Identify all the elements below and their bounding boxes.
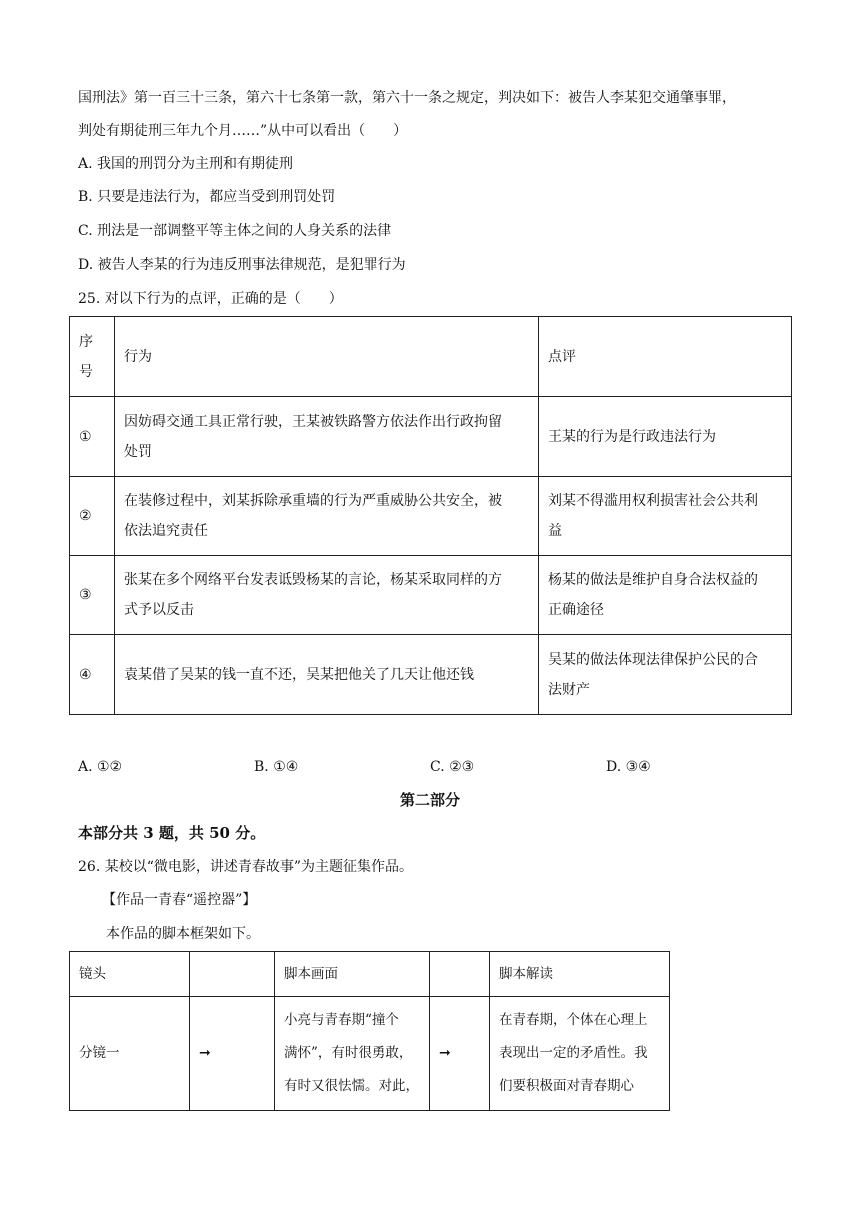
row-num: ③ — [70, 556, 115, 635]
q26-frame-intro: 本作品的脚本框架如下。 — [106, 926, 260, 942]
q24-option-a: A. 我国的刑罚分为主刑和有期徒刑 — [78, 156, 294, 172]
q25-choice-a: A. ①② — [78, 759, 123, 775]
part2-intro: 本部分共 3 题，共 50 分。 — [78, 824, 266, 842]
arrow-right-icon: ➞ — [190, 997, 275, 1111]
header-reading: 脚本解读 — [490, 952, 670, 997]
q24-stem-line2: 判处有期徒刑三年九个月……”从中可以看出（ ） — [78, 123, 408, 139]
table-row — [70, 397, 792, 477]
q25-choice-c: C. ②③ — [430, 759, 475, 775]
q24-stem-line1: 国刑法》第一百三十三条，第六十七条第一款，第六十一条之规定，判决如下：被告人李某犯交通肇事罪， — [78, 90, 736, 106]
q24-option-c: C. 刑法是一部调整平等主体之间的人身关系的法律 — [78, 223, 392, 239]
header-scene: 脚本画面 — [275, 952, 430, 997]
table-header-row — [70, 317, 792, 397]
row-num: ④ — [70, 635, 115, 715]
reading-cell: 在青春期，个体在心理上 表现出一定的矛盾性。我 们要积极面对青春期心 — [490, 997, 670, 1111]
row-comment: 王某的行为是行政违法行为 — [539, 397, 792, 477]
row-num: ② — [70, 477, 115, 556]
q26-script-table — [69, 951, 670, 1111]
q25-choice-d: D. ③④ — [606, 759, 651, 775]
part2-title: 第二部分 — [399, 791, 460, 809]
shot-cell: 分镜一 — [70, 997, 190, 1111]
q25-stem: 25. 对以下行为的点评，正确的是（ ） — [78, 291, 343, 307]
q24-option-d: D. 被告人李某的行为违反刑事法律规范，是犯罪行为 — [78, 257, 406, 273]
table-row — [70, 477, 792, 556]
header-shot: 镜头 — [70, 952, 190, 997]
arrow-right-icon: ➞ — [430, 997, 490, 1111]
row-comment: 杨某的做法是维护自身合法权益的 正确途径 — [539, 556, 792, 635]
row-behavior: 袁某借了吴某的钱一直不还，吴某把他关了几天让他还钱 — [115, 635, 539, 715]
header-behavior: 行为 — [115, 317, 539, 397]
scene-cell: 小亮与青春期“撞个 满怀”，有时很勇敢， 有时又很怯懦。对此， — [275, 997, 430, 1111]
table-header-row — [70, 952, 670, 997]
row-comment: 吴某的做法体现法律保护公民的合 法财产 — [539, 635, 792, 715]
row-behavior: 因妨碍交通工具正常行驶，王某被铁路警方依法作出行政拘留 处罚 — [115, 397, 539, 477]
row-behavior: 在装修过程中，刘某拆除承重墙的行为严重威胁公共安全，被 依法追究责任 — [115, 477, 539, 556]
q25-table — [69, 316, 792, 715]
table-row — [70, 635, 792, 715]
q26-stem: 26. 某校以“微电影，讲述青春故事”为主题征集作品。 — [78, 859, 414, 875]
header-blank — [430, 952, 490, 997]
header-num: 序 号 — [70, 317, 115, 397]
row-comment: 刘某不得滥用权利损害社会公共利 益 — [539, 477, 792, 556]
table-row — [70, 556, 792, 635]
header-blank — [190, 952, 275, 997]
table-row — [70, 997, 670, 1111]
header-comment: 点评 — [539, 317, 792, 397]
row-behavior: 张某在多个网络平台发表诋毁杨某的言论，杨某采取同样的方 式予以反击 — [115, 556, 539, 635]
row-num: ① — [70, 397, 115, 477]
q24-option-b: B. 只要是违法行为，都应当受到刑罚处罚 — [78, 189, 336, 205]
q25-choice-b: B. ①④ — [254, 759, 299, 775]
q26-work-title: 【作品一青春“遥控器”】 — [102, 892, 257, 908]
